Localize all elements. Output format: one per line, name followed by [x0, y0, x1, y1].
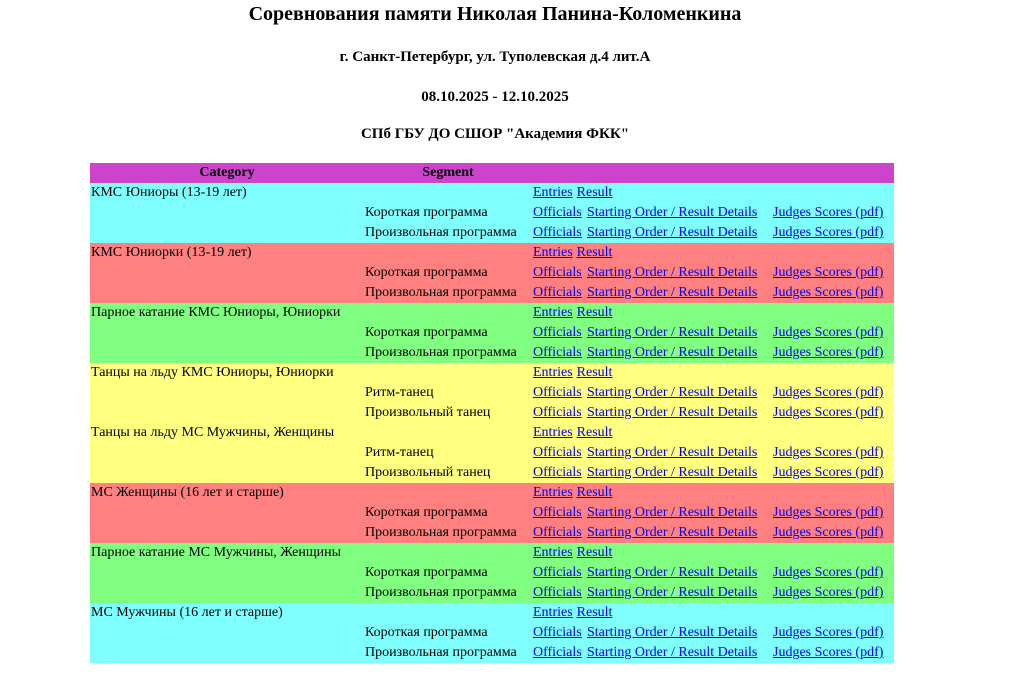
segment-name: Короткая программа [365, 325, 488, 340]
table-header-row [90, 163, 894, 183]
entries-link[interactable]: Entries [533, 605, 573, 620]
scores-cell [772, 383, 894, 403]
category-links [532, 543, 894, 563]
category-links [532, 423, 894, 443]
column-header-segment: Segment [364, 163, 532, 183]
segment-name: Ритм-танец [365, 385, 434, 400]
scores-cell [772, 203, 894, 223]
details-cell [586, 503, 772, 523]
category-empty [90, 623, 364, 643]
segment-name: Произвольная программа [365, 225, 517, 240]
result-link[interactable]: Result [576, 365, 613, 380]
officials-link[interactable]: Officials [533, 265, 582, 280]
scores-cell [772, 463, 894, 483]
segment-empty [364, 603, 532, 623]
column-header-5 [772, 163, 894, 183]
scores-cell [772, 503, 894, 523]
segment-name: Ритм-танец [365, 445, 434, 460]
judges-scores-link[interactable]: Judges Scores (pdf) [773, 445, 884, 460]
category-row [90, 483, 894, 503]
result-link[interactable]: Result [576, 245, 613, 260]
officials-link[interactable]: Officials [533, 205, 582, 220]
segment-name: Короткая программа [365, 565, 488, 580]
category-links [532, 183, 894, 203]
scores-cell [772, 563, 894, 583]
result-link[interactable]: Result [576, 305, 613, 320]
officials-link[interactable]: Officials [533, 625, 582, 640]
details-cell [586, 283, 772, 303]
details-link[interactable]: Starting Order / Result Details [587, 565, 758, 580]
details-cell [586, 403, 772, 423]
events-table [90, 163, 894, 663]
entries-link[interactable]: Entries [533, 185, 573, 200]
details-link[interactable]: Starting Order / Result Details [587, 325, 758, 340]
judges-scores-link[interactable]: Judges Scores (pdf) [773, 385, 884, 400]
category-empty [90, 463, 364, 483]
category-row [90, 543, 894, 563]
category-empty [90, 523, 364, 543]
details-cell [586, 263, 772, 283]
details-cell [586, 223, 772, 243]
category-empty [90, 283, 364, 303]
officials-link[interactable]: Officials [533, 505, 582, 520]
segment-empty [364, 363, 532, 383]
scores-cell [772, 343, 894, 363]
segment-name: Произвольная программа [365, 525, 517, 540]
details-cell [586, 203, 772, 223]
officials-link[interactable]: Officials [533, 325, 582, 340]
officials-link[interactable]: Officials [533, 345, 582, 360]
judges-scores-link[interactable]: Judges Scores (pdf) [773, 405, 884, 420]
officials-cell [532, 203, 586, 223]
category-name: МС Женщины (16 лет и старше) [91, 485, 284, 500]
details-link[interactable]: Starting Order / Result Details [587, 465, 758, 480]
column-header-category: Category [90, 163, 364, 183]
judges-scores-link[interactable]: Judges Scores (pdf) [773, 265, 884, 280]
judges-scores-link[interactable]: Judges Scores (pdf) [773, 465, 884, 480]
officials-link[interactable]: Officials [533, 405, 582, 420]
result-link[interactable]: Result [576, 605, 613, 620]
details-link[interactable]: Starting Order / Result Details [587, 285, 758, 300]
result-link[interactable]: Result [576, 485, 613, 500]
result-link[interactable]: Result [576, 425, 613, 440]
details-link[interactable]: Starting Order / Result Details [587, 345, 758, 360]
entries-link[interactable]: Entries [533, 545, 573, 560]
category-links [532, 303, 894, 323]
judges-scores-link[interactable]: Judges Scores (pdf) [773, 565, 884, 580]
judges-scores-link[interactable]: Judges Scores (pdf) [773, 205, 884, 220]
segment-name: Произвольный танец [365, 465, 491, 480]
details-cell [586, 563, 772, 583]
segment-row [90, 523, 894, 543]
judges-scores-link[interactable]: Judges Scores (pdf) [773, 505, 884, 520]
segment-row [90, 623, 894, 643]
column-header-4 [586, 163, 772, 183]
events-table-body [90, 183, 894, 663]
segment-empty [364, 483, 532, 503]
officials-cell [532, 383, 586, 403]
category-row [90, 243, 894, 263]
segment-row [90, 223, 894, 243]
officials-cell [532, 463, 586, 483]
details-cell [586, 343, 772, 363]
officials-link[interactable]: Officials [533, 225, 582, 240]
segment-row [90, 203, 894, 223]
judges-scores-link[interactable]: Judges Scores (pdf) [773, 325, 884, 340]
details-link[interactable]: Starting Order / Result Details [587, 445, 758, 460]
segment-row [90, 583, 894, 603]
category-empty [90, 383, 364, 403]
officials-link[interactable]: Officials [533, 525, 582, 540]
organizer: СПб ГБУ ДО СШОР "Академия ФКК" [360, 126, 630, 142]
category-empty [90, 403, 364, 423]
scores-cell [772, 443, 894, 463]
entries-link[interactable]: Entries [533, 425, 573, 440]
segment-empty [364, 303, 532, 323]
segment-empty [364, 183, 532, 203]
category-row [90, 183, 894, 203]
segment-row [90, 643, 894, 663]
officials-cell [532, 343, 586, 363]
category-empty [90, 643, 364, 663]
segment-name: Произвольная программа [365, 345, 517, 360]
judges-scores-link[interactable]: Judges Scores (pdf) [773, 525, 884, 540]
segment-row [90, 503, 894, 523]
details-link[interactable]: Starting Order / Result Details [587, 645, 758, 660]
officials-cell [532, 283, 586, 303]
category-name: КМС Юниоры (13-19 лет) [91, 185, 247, 200]
details-link[interactable]: Starting Order / Result Details [587, 505, 758, 520]
scores-cell [772, 323, 894, 343]
scores-cell [772, 643, 894, 663]
details-cell [586, 583, 772, 603]
details-cell [586, 463, 772, 483]
category-links [532, 243, 894, 263]
officials-cell [532, 623, 586, 643]
category-empty [90, 583, 364, 603]
category-row [90, 363, 894, 383]
scores-cell [772, 523, 894, 543]
officials-cell [532, 403, 586, 423]
category-empty [90, 503, 364, 523]
details-link[interactable]: Starting Order / Result Details [587, 625, 758, 640]
scores-cell [772, 263, 894, 283]
officials-cell [532, 223, 586, 243]
officials-link[interactable]: Officials [533, 285, 582, 300]
category-empty [90, 443, 364, 463]
details-cell [586, 323, 772, 343]
segment-name: Произвольная программа [365, 285, 517, 300]
segment-empty [364, 423, 532, 443]
officials-cell [532, 643, 586, 663]
judges-scores-link[interactable]: Judges Scores (pdf) [773, 225, 884, 240]
segment-name: Короткая программа [365, 205, 488, 220]
judges-scores-link[interactable]: Judges Scores (pdf) [773, 285, 884, 300]
segment-name: Короткая программа [365, 505, 488, 520]
details-link[interactable]: Starting Order / Result Details [587, 525, 758, 540]
entries-link[interactable]: Entries [533, 485, 573, 500]
scores-cell [772, 283, 894, 303]
officials-link[interactable]: Officials [533, 645, 582, 660]
category-row [90, 603, 894, 623]
category-empty [90, 563, 364, 583]
judges-scores-link[interactable]: Judges Scores (pdf) [773, 645, 884, 660]
judges-scores-link[interactable]: Judges Scores (pdf) [773, 625, 884, 640]
segment-empty [364, 243, 532, 263]
judges-scores-link[interactable]: Judges Scores (pdf) [773, 585, 884, 600]
scores-cell [772, 583, 894, 603]
segment-name: Короткая программа [365, 625, 488, 640]
officials-link[interactable]: Officials [533, 465, 582, 480]
result-link[interactable]: Result [576, 185, 613, 200]
category-empty [90, 223, 364, 243]
officials-cell [532, 443, 586, 463]
scores-cell [772, 403, 894, 423]
category-name: МС Мужчины (16 лет и старше) [91, 605, 283, 620]
segment-row [90, 463, 894, 483]
category-name: Парное катание МС Мужчины, Женщины [91, 545, 342, 560]
segment-row [90, 323, 894, 343]
segment-row [90, 443, 894, 463]
details-link[interactable]: Starting Order / Result Details [587, 385, 758, 400]
details-link[interactable]: Starting Order / Result Details [587, 225, 758, 240]
segment-row [90, 403, 894, 423]
segment-row [90, 383, 894, 403]
result-link[interactable]: Result [576, 545, 613, 560]
details-link[interactable]: Starting Order / Result Details [587, 265, 758, 280]
category-row [90, 303, 894, 323]
category-links [532, 363, 894, 383]
category-empty [90, 203, 364, 223]
judges-scores-link[interactable]: Judges Scores (pdf) [773, 345, 884, 360]
details-cell [586, 523, 772, 543]
segment-name: Произвольная программа [365, 645, 517, 660]
category-name: КМС Юниорки (13-19 лет) [91, 245, 252, 260]
officials-link[interactable]: Officials [533, 585, 582, 600]
page-title: Соревнования памяти Николая Панина-Коломенкина [248, 3, 742, 25]
category-row [90, 423, 894, 443]
category-links [532, 483, 894, 503]
details-cell [586, 643, 772, 663]
details-link[interactable]: Starting Order / Result Details [587, 205, 758, 220]
scores-cell [772, 623, 894, 643]
segment-name: Короткая программа [365, 265, 488, 280]
officials-link[interactable]: Officials [533, 385, 582, 400]
officials-cell [532, 263, 586, 283]
category-name: Парное катание КМС Юниоры, Юниорки [91, 305, 341, 320]
venue-address: г. Санкт-Петербург, ул. Туполевская д.4 лит.А [339, 49, 651, 65]
event-dates: 08.10.2025 - 12.10.2025 [421, 89, 569, 105]
details-cell [586, 623, 772, 643]
scores-cell [772, 223, 894, 243]
category-empty [90, 263, 364, 283]
details-cell [586, 443, 772, 463]
segment-row [90, 283, 894, 303]
segment-name: Произвольный танец [365, 405, 491, 420]
entries-link[interactable]: Entries [533, 245, 573, 260]
category-empty [90, 323, 364, 343]
segment-row [90, 343, 894, 363]
officials-cell [532, 563, 586, 583]
officials-link[interactable]: Officials [533, 565, 582, 580]
officials-cell [532, 523, 586, 543]
details-link[interactable]: Starting Order / Result Details [587, 585, 758, 600]
details-cell [586, 383, 772, 403]
category-name: Танцы на льду КМС Юниоры, Юниорки [91, 365, 334, 380]
category-links [532, 603, 894, 623]
segment-row [90, 563, 894, 583]
category-name: Танцы на льду МС Мужчины, Женщины [91, 425, 335, 440]
entries-link[interactable]: Entries [533, 365, 573, 380]
segment-empty [364, 543, 532, 563]
officials-link[interactable]: Officials [533, 445, 582, 460]
officials-cell [532, 503, 586, 523]
officials-cell [532, 583, 586, 603]
entries-link[interactable]: Entries [533, 305, 573, 320]
details-link[interactable]: Starting Order / Result Details [587, 405, 758, 420]
segment-name: Произвольная программа [365, 585, 517, 600]
category-empty [90, 343, 364, 363]
segment-row [90, 263, 894, 283]
column-header-3 [532, 163, 586, 183]
officials-cell [532, 323, 586, 343]
